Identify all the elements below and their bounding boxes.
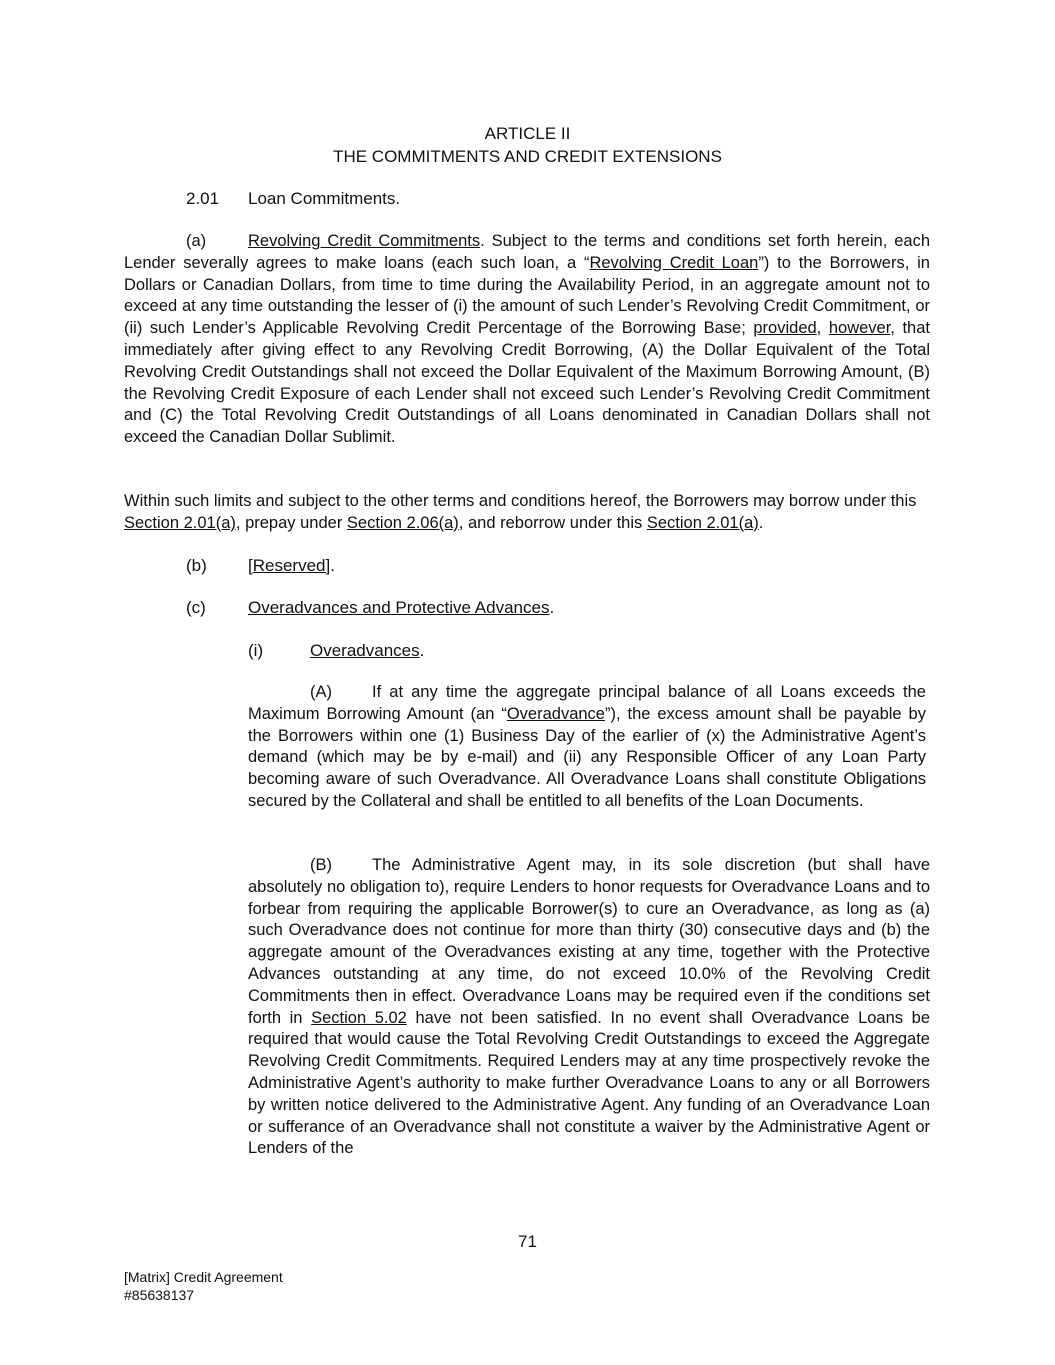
paragraph-a-text: , that immediately after giving effect to any Revolving Credit Borrowing, (A) the Dollar Equivalent of the Total Revolving Credit Outstandings shall not exceed the Dollar Equivalent of the Maximum Borrowing Amount, (B) the Revolving Credit Exposure of each Lender shall not exceed such Lender’s Revolving Credit Commitment and (C) the Total Revolving Credit Outstandings of all Loans denominated in Canadian Dollars shall not exceed the Canadian Dollar Sublimit.	[124, 319, 930, 447]
paragraph-b-heading: [Reserved]	[248, 556, 331, 575]
article-subtitle: THE COMMITMENTS AND CREDIT EXTENSIONS	[333, 147, 722, 166]
section-ref-5-02: Section 5.02	[311, 1008, 407, 1027]
paragraph-a-text: ”) to the Borrowers, in Dollars or Canadian Dollars, from time to time during the Availability Period, in an aggregate amount not to exceed at any time outstanding the lesser of (i) the amount of such Lender’s Revolving Credit Commitment, or (ii) such Lender’s Applicable Revolving Credit Percentage of the Borrowing Base;	[124, 253, 930, 338]
defined-term-revolving-credit-loan: Revolving Credit Loan	[589, 253, 759, 272]
paragraph-c	[186, 598, 554, 618]
paragraph-A	[248, 682, 926, 813]
article-title: ARTICLE II	[484, 124, 571, 143]
paragraph-a-text: . Subject to the terms and conditions set forth herein, each Lender severally agrees to make loans (each such loan, a “	[124, 232, 930, 272]
paragraph-a	[124, 231, 930, 449]
footer-document-title: [Matrix] Credit Agreement	[124, 1269, 283, 1285]
paragraph-c-label: (c)	[186, 598, 206, 617]
paragraph-c-i	[248, 641, 424, 661]
paragraph-B-text: have not been satisfied. In no event shall Overadvance Loans be required that would cause the Total Revolving Credit Outstandings to exceed the Aggregate Revolving Credit Commitments. Required Lenders may at any time prospectively revoke the Administrative Agent’s authority to make further Overadvance Loans to any or all Borrowers by written notice delivered to the Administrative Agent. Any funding of an Overadvance Loan or sufferance of an Overadvance shall not constitute a waiver by the Administrative Agent or Lenders of the	[248, 1008, 931, 1158]
paragraph-B-label: (B)	[310, 856, 332, 874]
paragraph-a-text: ,	[816, 319, 829, 338]
paragraph-c-i-end: .	[419, 641, 425, 660]
section-ref-2-01a: Section 2.01(a)	[124, 513, 236, 532]
section-title: Loan Commitments.	[248, 189, 401, 208]
paragraph-c-i-heading: Overadvances	[310, 641, 420, 660]
paragraph-B-text: The Administrative Agent may, in its sole discretion (but shall have absolutely no obligation to), require Lenders to honor requests for Overadvance Loans and to forbear from requiring the applicable Borrower(s) to cure an Overadvance, as long as (a) such Overadvance does not continue for more than thirty (30) consecutive days and (b) the aggregate amount of the Overadvances existing at any time, together with the Protective Advances outstanding at any time, do not exceed 10.0% of the Revolving Credit Commitments then in effect. Overadvance Loans may be required even if the conditions set forth in	[248, 856, 930, 1027]
paragraph-B	[248, 855, 930, 1160]
paragraph-c-end: .	[549, 598, 555, 617]
paragraph-b	[186, 556, 335, 576]
paragraph-a-label: (a)	[186, 232, 207, 250]
paragraph-within-limits	[124, 491, 930, 535]
section-ref-2-01a: Section 2.01(a)	[646, 513, 759, 532]
within-text: , prepay under	[235, 513, 347, 532]
defined-term-overadvance: Overadvance	[506, 704, 605, 723]
paragraph-A-text: ”), the excess amount shall be payable by the Borrowers within one (1) Business Day of the earlier of (x) the Administrative Agent’s demand (which may be by e-mail) and (ii) any Responsible Officer of any Loan Party becoming aware of such Overadvance. All Overadvance Loans shall constitute Obligations secured by the Collateral and shall be entitled to all benefits of the Loan Documents.	[248, 704, 926, 810]
footer	[124, 1268, 283, 1304]
footer-document-id: #85638137	[124, 1287, 195, 1303]
within-text: Within such limits and subject to the other terms and conditions hereof, the Borrowers may borrow under this	[124, 492, 917, 510]
section-ref-2-06a: Section 2.06(a)	[346, 513, 459, 532]
section-heading	[186, 189, 400, 209]
within-text: .	[758, 513, 764, 532]
provided-term: provided	[753, 319, 817, 338]
paragraph-c-i-label: (i)	[248, 641, 264, 660]
page-number: 71	[518, 1232, 537, 1251]
paragraph-c-heading: Overadvances and Protective Advances	[248, 598, 550, 617]
within-text: , and reborrow under this	[458, 513, 647, 532]
paragraph-a-heading: Revolving Credit Commitments	[248, 232, 481, 250]
paragraph-A-text: If at any time the aggregate principal balance of all Loans exceeds the Maximum Borrowing Amount (an “	[248, 683, 926, 723]
paragraph-A-label: (A)	[310, 683, 332, 701]
section-number: 2.01	[186, 189, 220, 208]
paragraph-b-label: (b)	[186, 556, 207, 575]
paragraph-b-end: .	[330, 556, 335, 575]
however-term: however	[828, 319, 891, 338]
